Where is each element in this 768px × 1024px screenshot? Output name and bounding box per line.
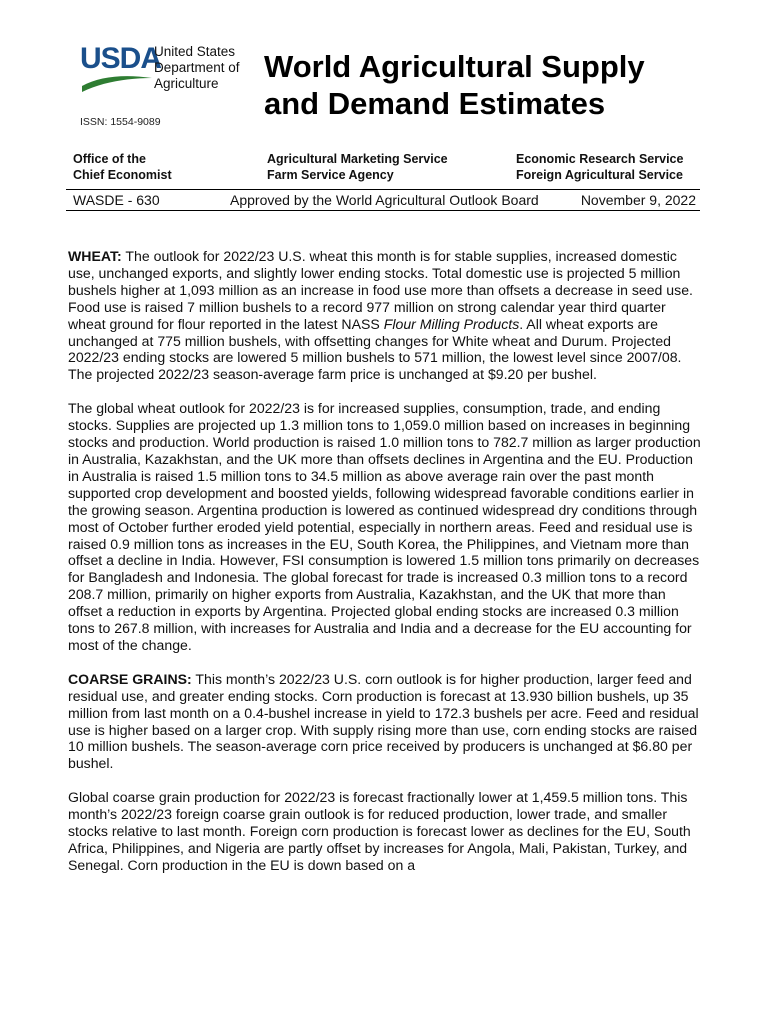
publication-name: Flour Milling Products: [383, 315, 520, 332]
wheat-paragraph-1: WHEAT: The outlook for 2022/23 U.S. wheat this month is for stable supplies, increased domestic use, unchanged exports, and slightly lower ending stocks. Total domestic use is projected 5 million bushels higher at 1,093 million as an increase in food use more than offsets a decrease in seed use. Food use is raised 7 million bushels to a record 977 million on strong calendar year third quarter wheat ground for flour reported in the latest NASS Flour Milling Products. All wheat exports are unchanged at 775 million bushels, with offsetting changes for White wheat and Durum. Projected 2022/23 ending stocks are lowered 5 million bushels to 571 million, the lowest level since 2007/08. The projected 2022/23 season-average farm price is unchanged at $9.20 per bushel.: [68, 248, 693, 383]
approval-statement: Approved by the World Agricultural Outlook Board: [230, 192, 539, 208]
section-heading-coarse-grains: COARSE GRAINS:: [68, 670, 192, 687]
usda-logo: [80, 44, 260, 104]
usda-logo-text: USDA: [80, 42, 162, 75]
page-title: World Agricultural Supply and Demand Estimates: [264, 49, 645, 121]
coarse-grains-paragraph-2: Global coarse grain production for 2022/23 is forecast fractionally lower at 1,459.5 million tons. This month’s 2022/23 foreign coarse grain outlook is for reduced production, lower trade, and smaller stocks relative to last month. Foreign corn production is forecast lower as declines for the EU, South Africa, Philippines, and Nigeria are partly offset by increases for Angola, Mali, Pakistan, Turkey, and Senegal. Corn production in the EU is down based on a: [68, 789, 691, 873]
report-date: November 9, 2022: [580, 192, 696, 208]
usda-agency-name: United States Department of Agriculture: [154, 44, 240, 91]
wheat-paragraph-2: The global wheat outlook for 2022/23 is for increased supplies, consumption, trade, and ending stocks. Supplies are projected up 1.3 million tons to 1,059.0 million based on increases in beginning stocks and production. World production is raised 1.0 million tons to 782.7 million as larger production in Australia, Kazakhstan, and the UK more than offsets declines in Argentina and the EU. Production in Australia is raised 1.5 million tons to 34.5 million as above average rain over the past month supported crop development and boosted yields, following widespread favorable conditions earlier in the growing season. Argentina production is lowered as continued widespread dry conditions through most of October further eroded yield potential, especially in northern areas. Feed and residual use is raised 0.9 million tons as increases in the EU, South Korea, the Philippines, and Vietnam more than offset a decline in India. However, FSI consumption is lowered 1.5 million tons primarily on decreases for Bangladesh and Indonesia. The global forecast for trade is increased 0.3 million tons to a record 208.7 million, primarily on higher exports from Australia, Kazakhstan, and the UK that more than offset a reduction in exports by Argentina. Projected global ending stocks are increased 0.3 million tons to 267.8 million, with increases for Australia and India and a decrease for the EU accounting for most of the change.: [68, 400, 701, 653]
agency-ams-fsa: Agricultural Marketing Service Farm Service Agency: [267, 152, 448, 182]
divider-top: [66, 189, 700, 190]
coarse-grains-paragraph-1: COARSE GRAINS: This month’s 2022/23 U.S. corn outlook is for higher production, larger feed and residual use, and greater ending stocks. Corn production is forecast at 13.930 billion bushels, up 35 million from last month on a 0.4-bushel increase in yield to 172.3 bushels per acre. Feed and residual use is higher based on a larger crop. With supply rising more than use, corn ending stocks are raised 10 million bushels. The season-average corn price received by producers is unchanged at $6.80 per bushel.: [68, 670, 699, 772]
issn-number: ISSN: 1554-9089: [80, 116, 161, 128]
usda-swoosh-icon: [80, 72, 154, 94]
report-body: [68, 248, 702, 891]
agency-ers-fas: Economic Research Service Foreign Agricultural Service: [516, 152, 684, 182]
section-heading-wheat: WHEAT:: [68, 248, 122, 264]
report-number: WASDE - 630: [73, 192, 160, 208]
agency-chief-economist: Office of the Chief Economist: [73, 152, 172, 182]
divider-bottom: [66, 210, 700, 211]
